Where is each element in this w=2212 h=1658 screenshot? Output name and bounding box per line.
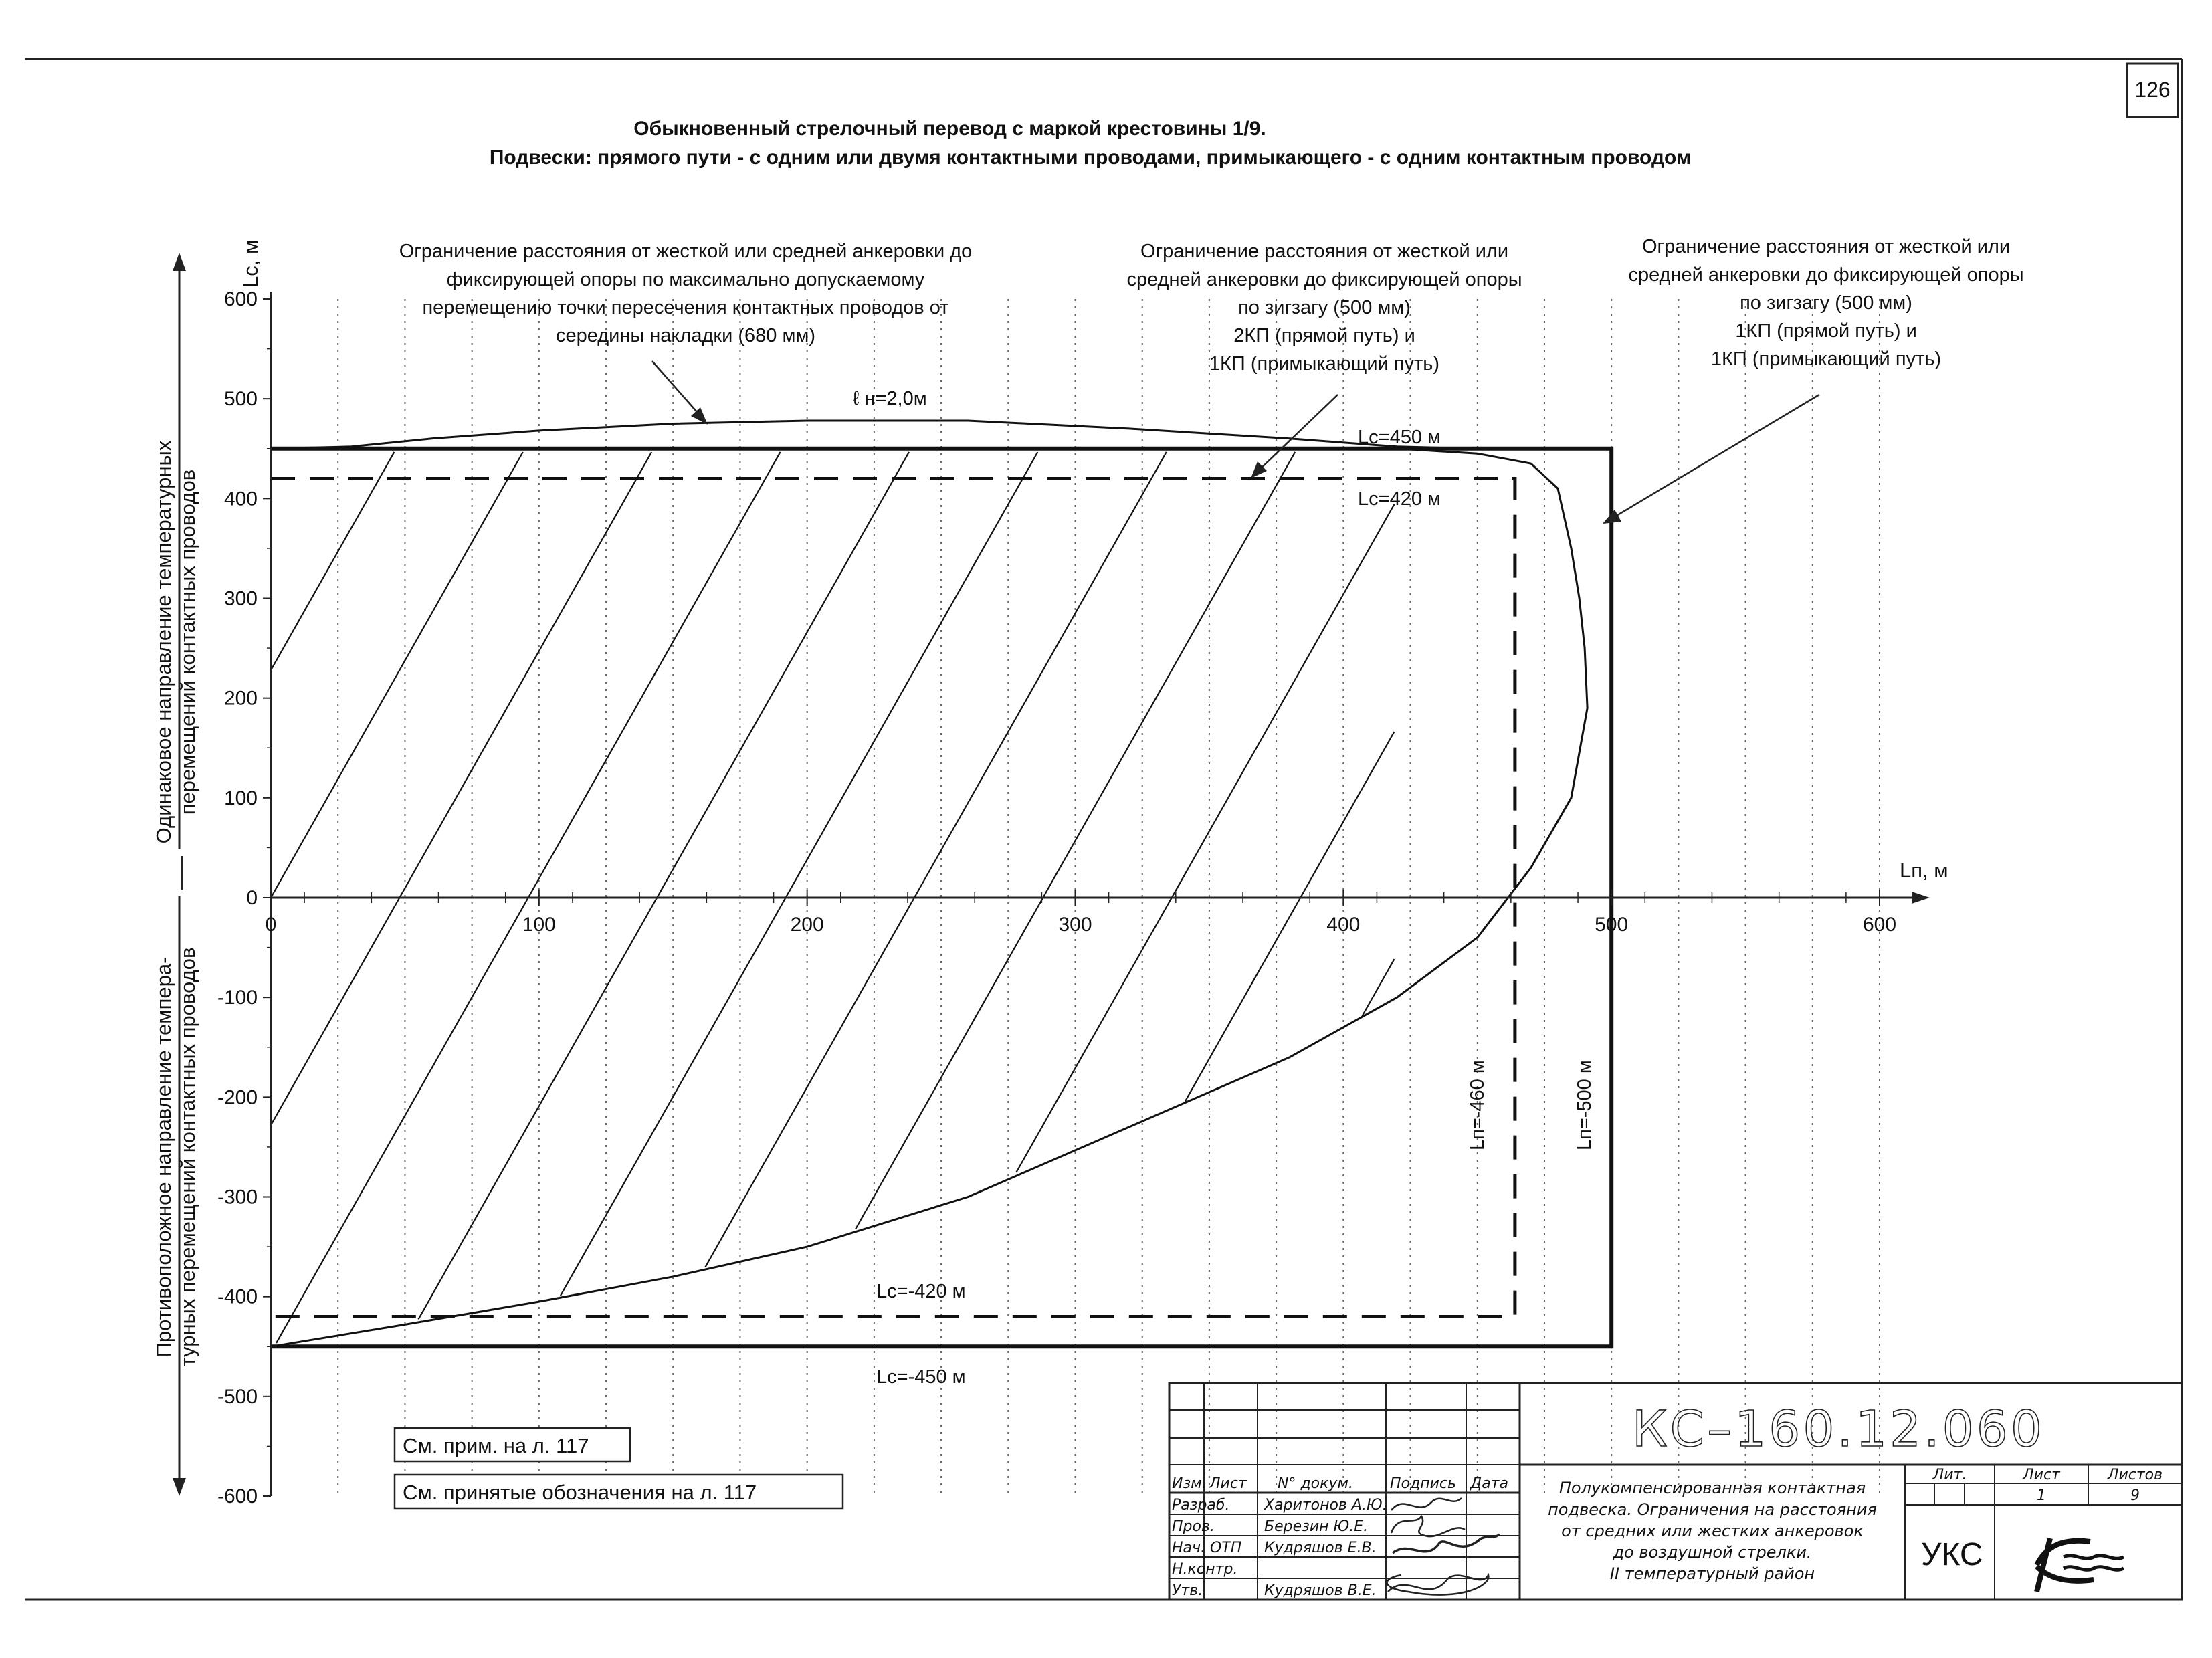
- hatch-line: [705, 452, 1166, 1267]
- y-upper-label-line2: перемещений контактных проводов: [176, 469, 199, 815]
- tb-header-doc: N° докум.: [1278, 1475, 1354, 1492]
- y-tick-label: -200: [217, 1086, 258, 1109]
- y-tick-label: -600: [217, 1485, 258, 1508]
- hatch-line: [271, 452, 651, 1125]
- y-tick-label: -400: [217, 1285, 258, 1308]
- hatch-line: [418, 452, 909, 1320]
- annotation-right-line4: 1КП (прямой путь) и: [1735, 320, 1917, 342]
- note-text-1: См. прим. на л. 117: [403, 1434, 589, 1457]
- tb-name-0: Харитонов А.Ю.: [1264, 1497, 1387, 1514]
- hatch-line: [271, 452, 394, 670]
- label-lcm450: Lc=-450 м: [876, 1366, 966, 1388]
- annotation-middle-line5: 1КП (примыкающий путь): [1209, 353, 1440, 375]
- org-logo: [2037, 1538, 2124, 1592]
- annotation-left-line2: фиксирующей опоры по максимально допускаемому: [446, 269, 925, 290]
- annotation-right-line5: 1КП (примыкающий путь): [1710, 348, 1942, 370]
- tb-header-list: Лист: [1209, 1475, 1247, 1492]
- x-axis-arrowhead: [1912, 892, 1930, 904]
- limit-curves: [271, 421, 1611, 1346]
- title-block: [1169, 1383, 2182, 1600]
- tb-role-2: Нач. ОТП: [1172, 1540, 1242, 1556]
- tb-header-izm: Изм.: [1172, 1475, 1207, 1492]
- annotation-left-line1: Ограничение расстояния от жесткой или средней анкеровки до: [399, 241, 973, 262]
- page-number: 126: [2134, 78, 2171, 102]
- note-text-2: См. принятые обозначения на л. 117: [403, 1481, 757, 1504]
- y-tick-label: -100: [217, 987, 258, 1009]
- y-tick-label: 0: [246, 887, 258, 909]
- y-axis-unit: Lc, м: [239, 239, 262, 288]
- signature-2: [1391, 1516, 1465, 1536]
- tb-desc-2: подвеска. Ограничения на расстояния: [1548, 1500, 1877, 1519]
- y-tick-label: 500: [223, 388, 258, 411]
- y-down-arrowhead: [173, 1478, 186, 1496]
- label-ln: ℓ н=2,0м: [853, 388, 927, 409]
- tb-desc-3: от средних или жестких анкеровок: [1561, 1522, 1864, 1540]
- x-tick-label: 400: [1326, 914, 1361, 936]
- tb-desc-4: до воздушной стрелки.: [1613, 1543, 1812, 1562]
- tb-role-1: Пров.: [1172, 1518, 1215, 1535]
- y-tick-label: 300: [223, 587, 258, 610]
- y-lower-label-line2: турных перемещений контактных проводов: [176, 947, 199, 1367]
- y-lower-label-line1: Противоположное направление темпера-: [152, 956, 175, 1358]
- signature-3: [1393, 1534, 1500, 1553]
- tb-name-2: Кудряшов Е.В.: [1264, 1540, 1377, 1556]
- leader-left-head: [691, 407, 708, 425]
- x-axis-unit: Lп, м: [1900, 859, 1948, 882]
- y-tick-label: 600: [223, 288, 258, 310]
- y-tick-label: 200: [223, 687, 258, 710]
- y-tick-label: -500: [217, 1385, 258, 1408]
- x-tick-label: 200: [790, 914, 824, 936]
- x-tick-label: 300: [1058, 914, 1092, 936]
- y-upper-label: [152, 440, 199, 843]
- annotation-left: [399, 241, 973, 346]
- label-ln460: Lп=-460 м: [1467, 1060, 1488, 1150]
- label-lc420: Lc=420 м: [1358, 488, 1441, 510]
- label-lc450: Lc=450 м: [1358, 427, 1441, 448]
- y-upper-label-line1: Одинаковое направление температурных: [152, 440, 175, 844]
- tb-sheets-value: 9: [2130, 1487, 2140, 1504]
- tb-desc-5: II температурный район: [1609, 1564, 1815, 1583]
- hatch-line: [561, 452, 1037, 1296]
- tb-code: КС–160.12.060: [1632, 1401, 2045, 1458]
- hatch-line: [1185, 732, 1395, 1102]
- tb-org: УКС: [1921, 1537, 1983, 1572]
- x-tick-label: 100: [522, 914, 556, 936]
- tb-role-0: Разраб.: [1172, 1497, 1230, 1514]
- tb-lit-label: Лит.: [1932, 1467, 1967, 1483]
- annotation-right-line3: по зигзагу (500 мм): [1740, 292, 1912, 314]
- y-tick-label: 400: [223, 488, 258, 510]
- signature-1: [1391, 1498, 1462, 1510]
- leader-middle: [1258, 395, 1338, 472]
- y-tick-label: -300: [217, 1186, 258, 1209]
- tb-header-date: Дата: [1470, 1475, 1508, 1492]
- tb-sheet-value: 1: [2037, 1487, 2046, 1504]
- y-tick-label: 100: [223, 787, 258, 809]
- tb-name-4: Кудряшов В.Е.: [1264, 1582, 1377, 1599]
- tb-header-sign: Подпись: [1390, 1475, 1456, 1492]
- leader-left: [652, 361, 702, 418]
- annotation-right-line1: Ограничение расстояния от жесткой или: [1641, 236, 2011, 257]
- tb-name-1: Березин Ю.Е.: [1264, 1518, 1369, 1535]
- tb-sheets-label: Листов: [2107, 1467, 2163, 1483]
- label-lcm420: Lc=-420 м: [876, 1281, 966, 1302]
- annotation-middle: [1126, 241, 1522, 375]
- annotation-middle-line3: по зигзагу (500 мм): [1238, 297, 1411, 318]
- annotation-right: [1628, 236, 2023, 370]
- chart-title-line1: Обыкновенный стрелочный перевод с маркой крестовины 1/9.: [633, 118, 1266, 140]
- chart-title-line2: Подвески: прямого пути - с одним или двумя контактными проводами, примыкающего - с одним контактным проводом: [489, 146, 1692, 169]
- x-tick-label: 0: [265, 914, 277, 936]
- hatch-line: [1016, 504, 1394, 1172]
- x-tick-label: 500: [1595, 914, 1629, 936]
- label-ln500: Lп=-500 м: [1574, 1060, 1595, 1150]
- annotation-middle-line4: 2КП (прямой путь) и: [1233, 325, 1415, 346]
- annotation-left-line3: перемещению точки пересечения контактных проводов от: [422, 297, 949, 318]
- x-tick-label: 600: [1862, 914, 1897, 936]
- tb-desc-1: Полукомпенсированная контактная: [1559, 1479, 1866, 1497]
- annotation-middle-line2: средней анкеровки до фиксирующей опоры: [1126, 269, 1522, 290]
- annotation-left-line4: середины накладки (680 мм): [556, 325, 815, 346]
- tb-role-4: Утв.: [1172, 1582, 1203, 1599]
- annotation-right-line2: средней анкеровки до фиксирующей опоры: [1628, 264, 2024, 286]
- hatch-line: [856, 452, 1295, 1229]
- y-up-arrowhead: [173, 253, 186, 271]
- tb-role-3: Н.контр.: [1172, 1561, 1238, 1578]
- y-lower-label: [152, 947, 199, 1366]
- leader-right: [1612, 395, 1819, 518]
- tb-sheet-label: Лист: [2023, 1467, 2060, 1483]
- hatch-line: [271, 452, 523, 898]
- annotation-middle-line1: Ограничение расстояния от жесткой или: [1140, 241, 1509, 262]
